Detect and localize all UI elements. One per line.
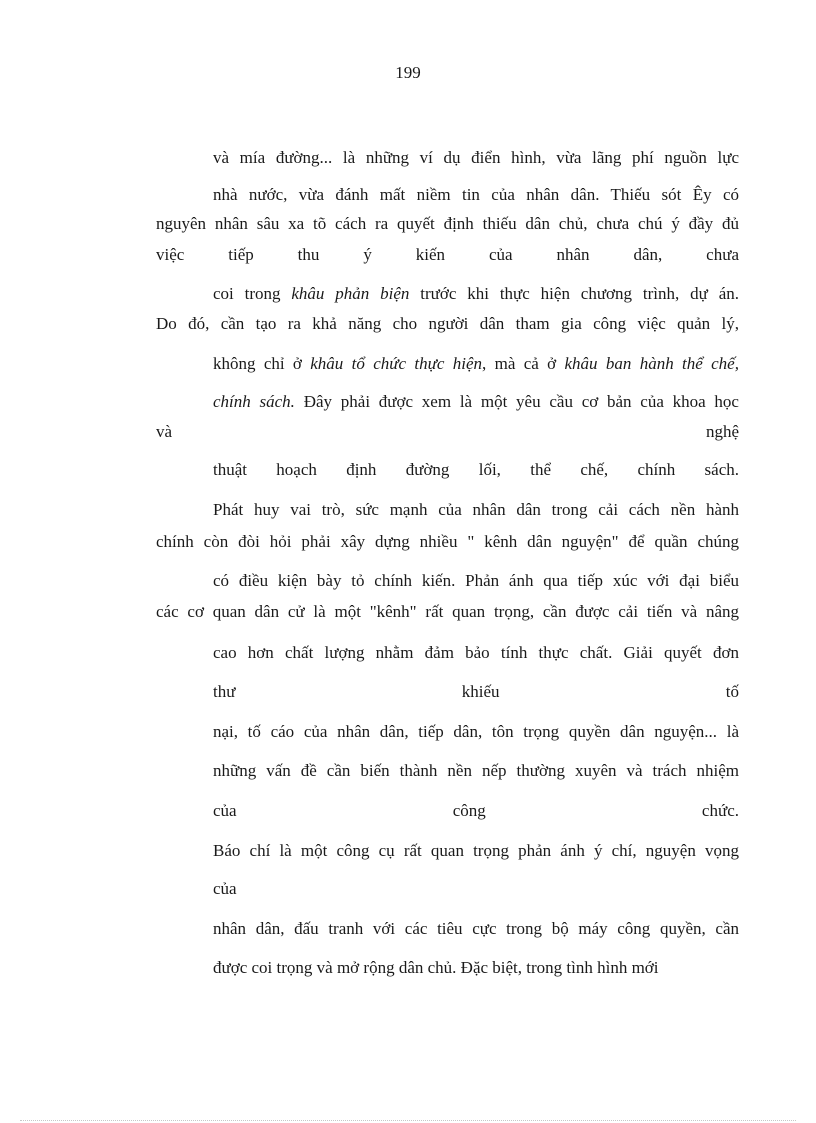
text-segment: có điều kiện bày tỏ chính kiến. Phản ánh qua tiếp xúc với đại biểu	[213, 571, 739, 590]
text-line	[213, 800, 739, 822]
text-line	[213, 283, 739, 305]
italic-phrase: khâu ban hành thể chế,	[564, 354, 739, 373]
text-line	[156, 244, 739, 266]
text-line	[213, 570, 739, 592]
text-segment: , mà cả ở	[482, 354, 565, 373]
text-line	[213, 760, 739, 782]
text-line	[213, 353, 739, 375]
text-segment: coi trong	[213, 284, 292, 303]
text-line	[156, 421, 739, 443]
text-line	[213, 918, 739, 940]
text-line	[156, 601, 739, 623]
text-line	[156, 313, 739, 335]
text-segment: và nghệ	[156, 422, 739, 441]
text-line	[213, 681, 739, 703]
text-segment: được coi trọng và mở rộng dân chủ. Đặc biệt, trong tình hình mới	[213, 958, 659, 977]
text-segment: trước khi thực hiện chương trình, dự án.	[409, 284, 739, 303]
text-segment: nhân dân, đấu tranh với các tiêu cực trong bộ máy công quyền, cần	[213, 919, 739, 938]
text-segment: không chỉ ở	[213, 354, 311, 373]
text-segment: Báo chí là một công cụ rất quan trọng phản ánh ý chí, nguyện vọng	[213, 841, 739, 860]
text-segment: việc tiếp thu ý kiến của nhân dân, chưa	[156, 245, 739, 264]
italic-phrase: khâu tổ chức thực hiện	[310, 354, 483, 373]
text-segment: Phát huy vai trò, sức mạnh của nhân dân trong cải cách nền hành	[213, 500, 739, 519]
text-line	[213, 878, 739, 900]
text-line	[213, 642, 739, 664]
text-segment: nguyên nhân sâu xa tõ cách ra quyết định thiếu dân chủ, chưa chú ý đầy đủ	[156, 214, 739, 233]
text-segment: của công chức.	[213, 801, 739, 820]
text-segment: các cơ quan dân cử là một "kênh" rất quan trọng, cần được cải tiến và nâng	[156, 602, 739, 621]
text-segment: thư khiếu tố	[213, 682, 739, 701]
text-segment: thuật hoạch định đường lối, thể chế, chính sách.	[213, 460, 739, 479]
text-segment: của	[213, 879, 237, 898]
text-line	[213, 147, 739, 169]
text-segment: và mía đường... là những ví dụ điển hình, vừa lãng phí nguồn lực	[213, 148, 739, 167]
text-line	[213, 391, 739, 413]
text-line	[213, 840, 739, 862]
text-line	[213, 184, 739, 206]
text-line	[213, 721, 739, 743]
page-number: 199	[395, 63, 421, 82]
text-segment: nại, tố cáo của nhân dân, tiếp dân, tôn trọng quyền dân nguyện... là	[213, 722, 739, 741]
page-bottom-dotted-border	[20, 1120, 796, 1121]
text-line	[213, 499, 739, 521]
text-line	[156, 531, 739, 553]
text-segment: những vấn đề cần biến thành nền nếp thường xuyên và trách nhiệm	[213, 761, 739, 780]
italic-phrase: chính sách.	[213, 392, 295, 411]
text-line	[156, 213, 739, 235]
text-segment: nhà nước, vừa đánh mất niềm tin của nhân dân. Thiếu sót Êy có	[213, 185, 739, 204]
text-line	[213, 957, 739, 979]
text-line	[213, 459, 739, 481]
text-segment: chính còn đòi hỏi phải xây dựng nhiều " kênh dân nguyện" để quần chúng	[156, 532, 739, 551]
text-segment: cao hơn chất lượng nhằm đảm bảo tính thực chất. Giải quyết đơn	[213, 643, 739, 662]
text-segment: Đây phải được xem là một yêu cầu cơ bản của khoa học	[294, 392, 739, 411]
italic-phrase: khâu phản biện	[291, 284, 410, 303]
text-segment: Do đó, cần tạo ra khả năng cho người dân tham gia công việc quản lý,	[156, 314, 739, 333]
